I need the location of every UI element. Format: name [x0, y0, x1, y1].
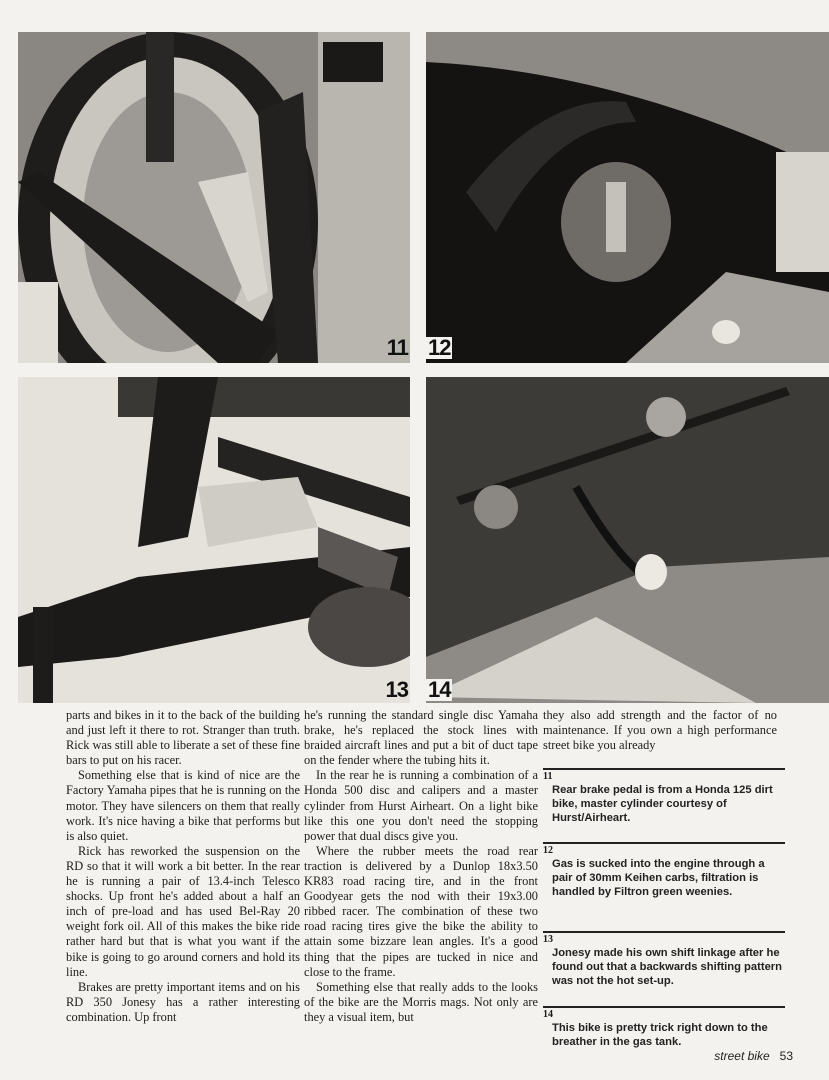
caption-number: 11	[543, 771, 553, 782]
caption-text: Jonesy made his own shift linkage after he found out that a backwards shifting pattern was not the hot set-up.	[552, 947, 782, 988]
photo-number: 14	[428, 677, 451, 702]
caption-number: 13	[543, 934, 553, 945]
article-paragraph: he's running the standard single disc Yamaha brake, he's replaced the stock lines with braided aircraft lines and put a bit of duct tape on the fender where the tubing hits it.	[304, 708, 538, 768]
magazine-name: street bike	[714, 1049, 770, 1063]
article-paragraph: Where the rubber meets the road rear traction is delivered by a Dunlop 18x3.50 KR83 road racing tire, and in the front Goodyear gets the nod with their 19x3.00 ribbed racer. The combination of these two road racing tires give the bike the ability to attain some bizzare lean angles. It's a good thing that the pipes are tucked in nice and close to the frame.	[304, 843, 538, 979]
caption-number: 14	[543, 1009, 553, 1020]
article-paragraph: they also add strength and the factor of no maintenance. If you own a high performance street bike you already	[543, 708, 777, 753]
caption-14	[543, 1006, 785, 1049]
caption-number: 12	[543, 845, 553, 856]
photo-14-gas-tank-breather	[426, 377, 829, 703]
caption-12	[543, 842, 785, 900]
photo-13-image	[18, 377, 410, 703]
article-paragraph: Rick has reworked the suspension on the RD so that it will work a bit better. In the rear he is running a pair of 13.4-inch Telesco shocks. Up front he's added about a half an inch of pre-load and has used Bel-Ray 20 weight fork oil. All of this makes the bike ride rather hard but that is what you want if the bike is going to go around corners and hold its line.	[66, 843, 300, 979]
article-paragraph: Brakes are pretty important items and on his RD 350 Jonesy has a rather interesting combination. Up front	[66, 979, 300, 1024]
article-paragraph: Something else that really adds to the looks of the bike are the Morris mags. Not only are they a visual item, but	[304, 979, 538, 1024]
article-column-3	[543, 708, 777, 753]
caption-13	[543, 931, 785, 989]
caption-11	[543, 768, 785, 826]
article-column-1	[66, 708, 300, 1025]
article-paragraph: In the rear he is running a combination of a Honda 500 disc and calipers and a master cylinder from Hurst Airheart. On a light bike like this one you don't need the stopping power that dual discs give you.	[304, 768, 538, 843]
page-number: 53	[779, 1049, 793, 1063]
photo-number: 13	[385, 677, 408, 702]
photo-12-image	[426, 32, 829, 363]
page-footer	[714, 1049, 793, 1063]
caption-text: This bike is pretty trick right down to the breather in the gas tank.	[552, 1022, 768, 1049]
photo-11-image	[18, 32, 410, 363]
caption-text: Gas is sucked into the engine through a pair of 30mm Keihen carbs, filtration is handled by Filtron green weenies.	[552, 858, 765, 899]
photo-12-carburetors	[426, 32, 829, 363]
article-paragraph: Something else that is kind of nice are the Factory Yamaha pipes that he is running on the motor. They have silencers on them that really work. It's nice having a bike that performs but is also quiet.	[66, 768, 300, 843]
caption-text: Rear brake pedal is from a Honda 125 dirt bike, master cylinder courtesy of Hurst/Airheart.	[552, 784, 773, 825]
article-column-2	[304, 708, 538, 1025]
photo-13-shift-linkage	[18, 377, 410, 703]
photo-number: 11	[386, 335, 408, 360]
article-paragraph: parts and bikes in it to the back of the building and just left it there to rot. Stranger than truth. Rick was still able to liberate a set of these fine bars to put on his racer.	[66, 708, 300, 768]
photo-11-rear-brake	[18, 32, 410, 363]
photo-number: 12	[428, 335, 451, 360]
photo-14-image	[426, 377, 829, 703]
